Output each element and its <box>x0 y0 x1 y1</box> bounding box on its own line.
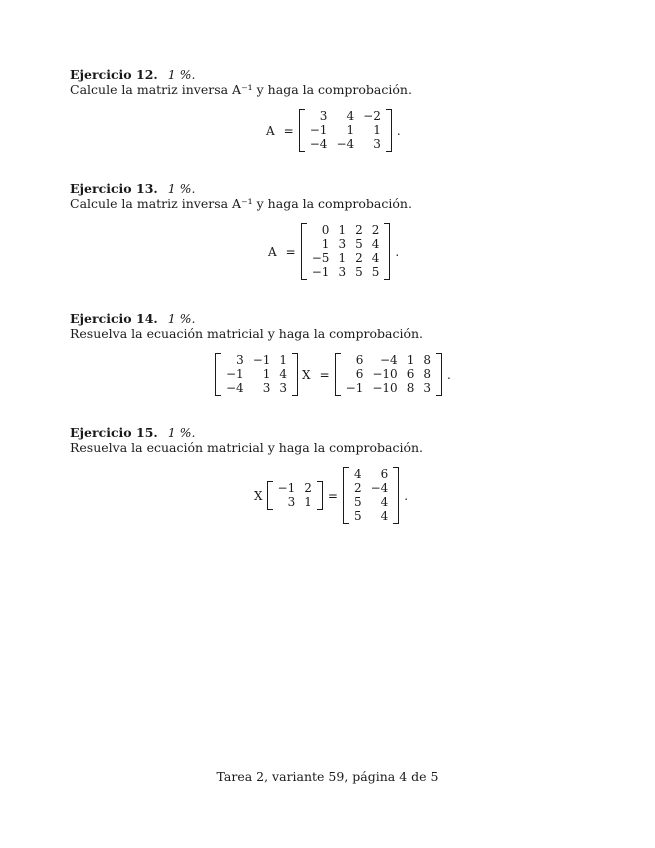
equation-12: A = 3 4 −2 −1 1 1 −4 −4 3 . <box>266 109 401 151</box>
coefficient-matrix <box>215 353 298 396</box>
right-bracket <box>292 353 298 396</box>
matrix-entry: 2 <box>371 223 380 237</box>
matrix-entry: 6 <box>355 353 364 367</box>
exercise-weight: 1 %. <box>167 181 196 196</box>
right-bracket <box>386 109 392 152</box>
matrix-entry: 2 <box>304 481 312 495</box>
matrix-entry: 1 <box>373 123 381 137</box>
equation-13: A = 0 1 2 2 1 3 5 4 −5 1 2 4 −1 3 5 5 . <box>268 223 400 279</box>
right-bracket <box>317 481 323 510</box>
exercise-weight: 1 %. <box>167 67 196 82</box>
matrix-entry: 3 <box>262 381 271 395</box>
matrix-entry: 8 <box>423 353 431 367</box>
matrix-entry: −5 <box>311 251 330 265</box>
matrix-entry: −1 <box>252 353 271 367</box>
matrix-entry: 6 <box>380 467 389 481</box>
matrix-entry: 4 <box>380 495 389 509</box>
matrix-entry: 3 <box>338 237 347 251</box>
matrix-entry: 2 <box>353 481 362 495</box>
exercise-12 <box>70 67 412 97</box>
matrix-entry: −4 <box>379 353 398 367</box>
matrix-entry: 5 <box>353 509 362 523</box>
matrix-entry: 4 <box>353 467 362 481</box>
matrix-entry: 4 <box>346 109 355 123</box>
matrix-entry: 1 <box>346 123 355 137</box>
matrix-entry: 8 <box>406 381 415 395</box>
exercise-heading: Ejercicio 12. <box>70 67 158 82</box>
result-matrix <box>335 353 442 396</box>
matrix-entry: −1 <box>277 481 296 495</box>
exercise-weight: 1 %. <box>167 311 196 326</box>
coefficient-matrix <box>267 481 323 510</box>
right-bracket <box>384 223 390 280</box>
matrix-entry: 1 <box>321 237 330 251</box>
exercise-statement: Calcule la matriz inversa A⁻¹ y haga la comprobación. <box>70 82 412 97</box>
exercise-13 <box>70 181 412 211</box>
matrix-entry: 5 <box>371 265 380 279</box>
matrix-entry: 4 <box>371 251 380 265</box>
matrix-entry: 5 <box>353 495 362 509</box>
matrix-entry: 6 <box>406 367 415 381</box>
result-matrix <box>343 467 399 524</box>
matrix-entry: −1 <box>309 123 328 137</box>
exercise-14 <box>70 311 423 341</box>
exercise-statement: Calcule la matriz inversa A⁻¹ y haga la comprobación. <box>70 196 412 211</box>
matrix-entry: −1 <box>226 367 244 381</box>
exercise-weight: 1 %. <box>167 425 196 440</box>
right-bracket <box>393 467 399 524</box>
matrix-entry: 3 <box>279 381 288 395</box>
matrix-entry: 5 <box>355 237 363 251</box>
matrix-entry: −10 <box>372 367 398 381</box>
matrix-entry: −4 <box>309 137 328 151</box>
exercise-statement: Resuelva la ecuación matricial y haga la comprobación. <box>70 326 424 341</box>
exercise-heading: Ejercicio 14. <box>70 311 158 326</box>
exercise-heading: Ejercicio 15. <box>70 425 158 440</box>
matrix-entry: 8 <box>423 367 431 381</box>
matrix-entry: −1 <box>345 381 364 395</box>
right-bracket <box>436 353 442 396</box>
matrix-entry: 4 <box>279 367 288 381</box>
matrix-entry: 0 <box>321 223 330 237</box>
matrix-entry: −2 <box>363 109 381 123</box>
equation-15: X −1 2 3 1 = 4 6 2 −4 5 4 5 4 . <box>254 467 409 523</box>
matrix-entry: 3 <box>373 137 381 151</box>
exercise-15 <box>70 425 423 455</box>
matrix-entry: 2 <box>355 251 363 265</box>
matrix-entry: 1 <box>338 223 347 237</box>
matrix-entry: 1 <box>338 251 347 265</box>
matrix-a <box>299 109 392 152</box>
matrix-entry: −4 <box>370 481 389 495</box>
exercise-heading: Ejercicio 13. <box>70 181 158 196</box>
matrix-entry: 1 <box>262 367 271 381</box>
matrix-entry: −1 <box>311 265 330 279</box>
equation-14: 3 −1 1 −1 1 4 −4 3 3 X = 6 −4 1 8 6 −10 6 8 −1 −10 8 3 . <box>215 353 451 396</box>
matrix-entry: 2 <box>355 223 363 237</box>
matrix-label: A <box>266 123 275 138</box>
matrix-entry: 6 <box>355 367 364 381</box>
unknown-x: X <box>254 488 263 503</box>
matrix-entry: 4 <box>371 237 380 251</box>
matrix-entry: 4 <box>380 509 389 523</box>
matrix-entry: 1 <box>304 495 312 509</box>
matrix-entry: 3 <box>236 353 244 367</box>
exercise-statement: Resuelva la ecuación matricial y haga la comprobación. <box>70 440 424 455</box>
matrix-entry: 3 <box>287 495 296 509</box>
matrix-entry: −4 <box>336 137 355 151</box>
matrix-entry: 3 <box>338 265 347 279</box>
matrix-entry: 5 <box>355 265 363 279</box>
matrix-entry: −10 <box>372 381 398 395</box>
matrix-entry: −4 <box>226 381 244 395</box>
matrix-entry: 1 <box>406 353 415 367</box>
matrix-a <box>301 223 391 280</box>
unknown-x: X <box>302 367 311 382</box>
matrix-entry: 3 <box>319 109 328 123</box>
matrix-entry: 1 <box>279 353 288 367</box>
matrix-label: A <box>268 244 277 259</box>
page-footer: Tarea 2, variante 59, página 4 de 5 <box>216 769 439 784</box>
matrix-entry: 3 <box>423 381 431 395</box>
